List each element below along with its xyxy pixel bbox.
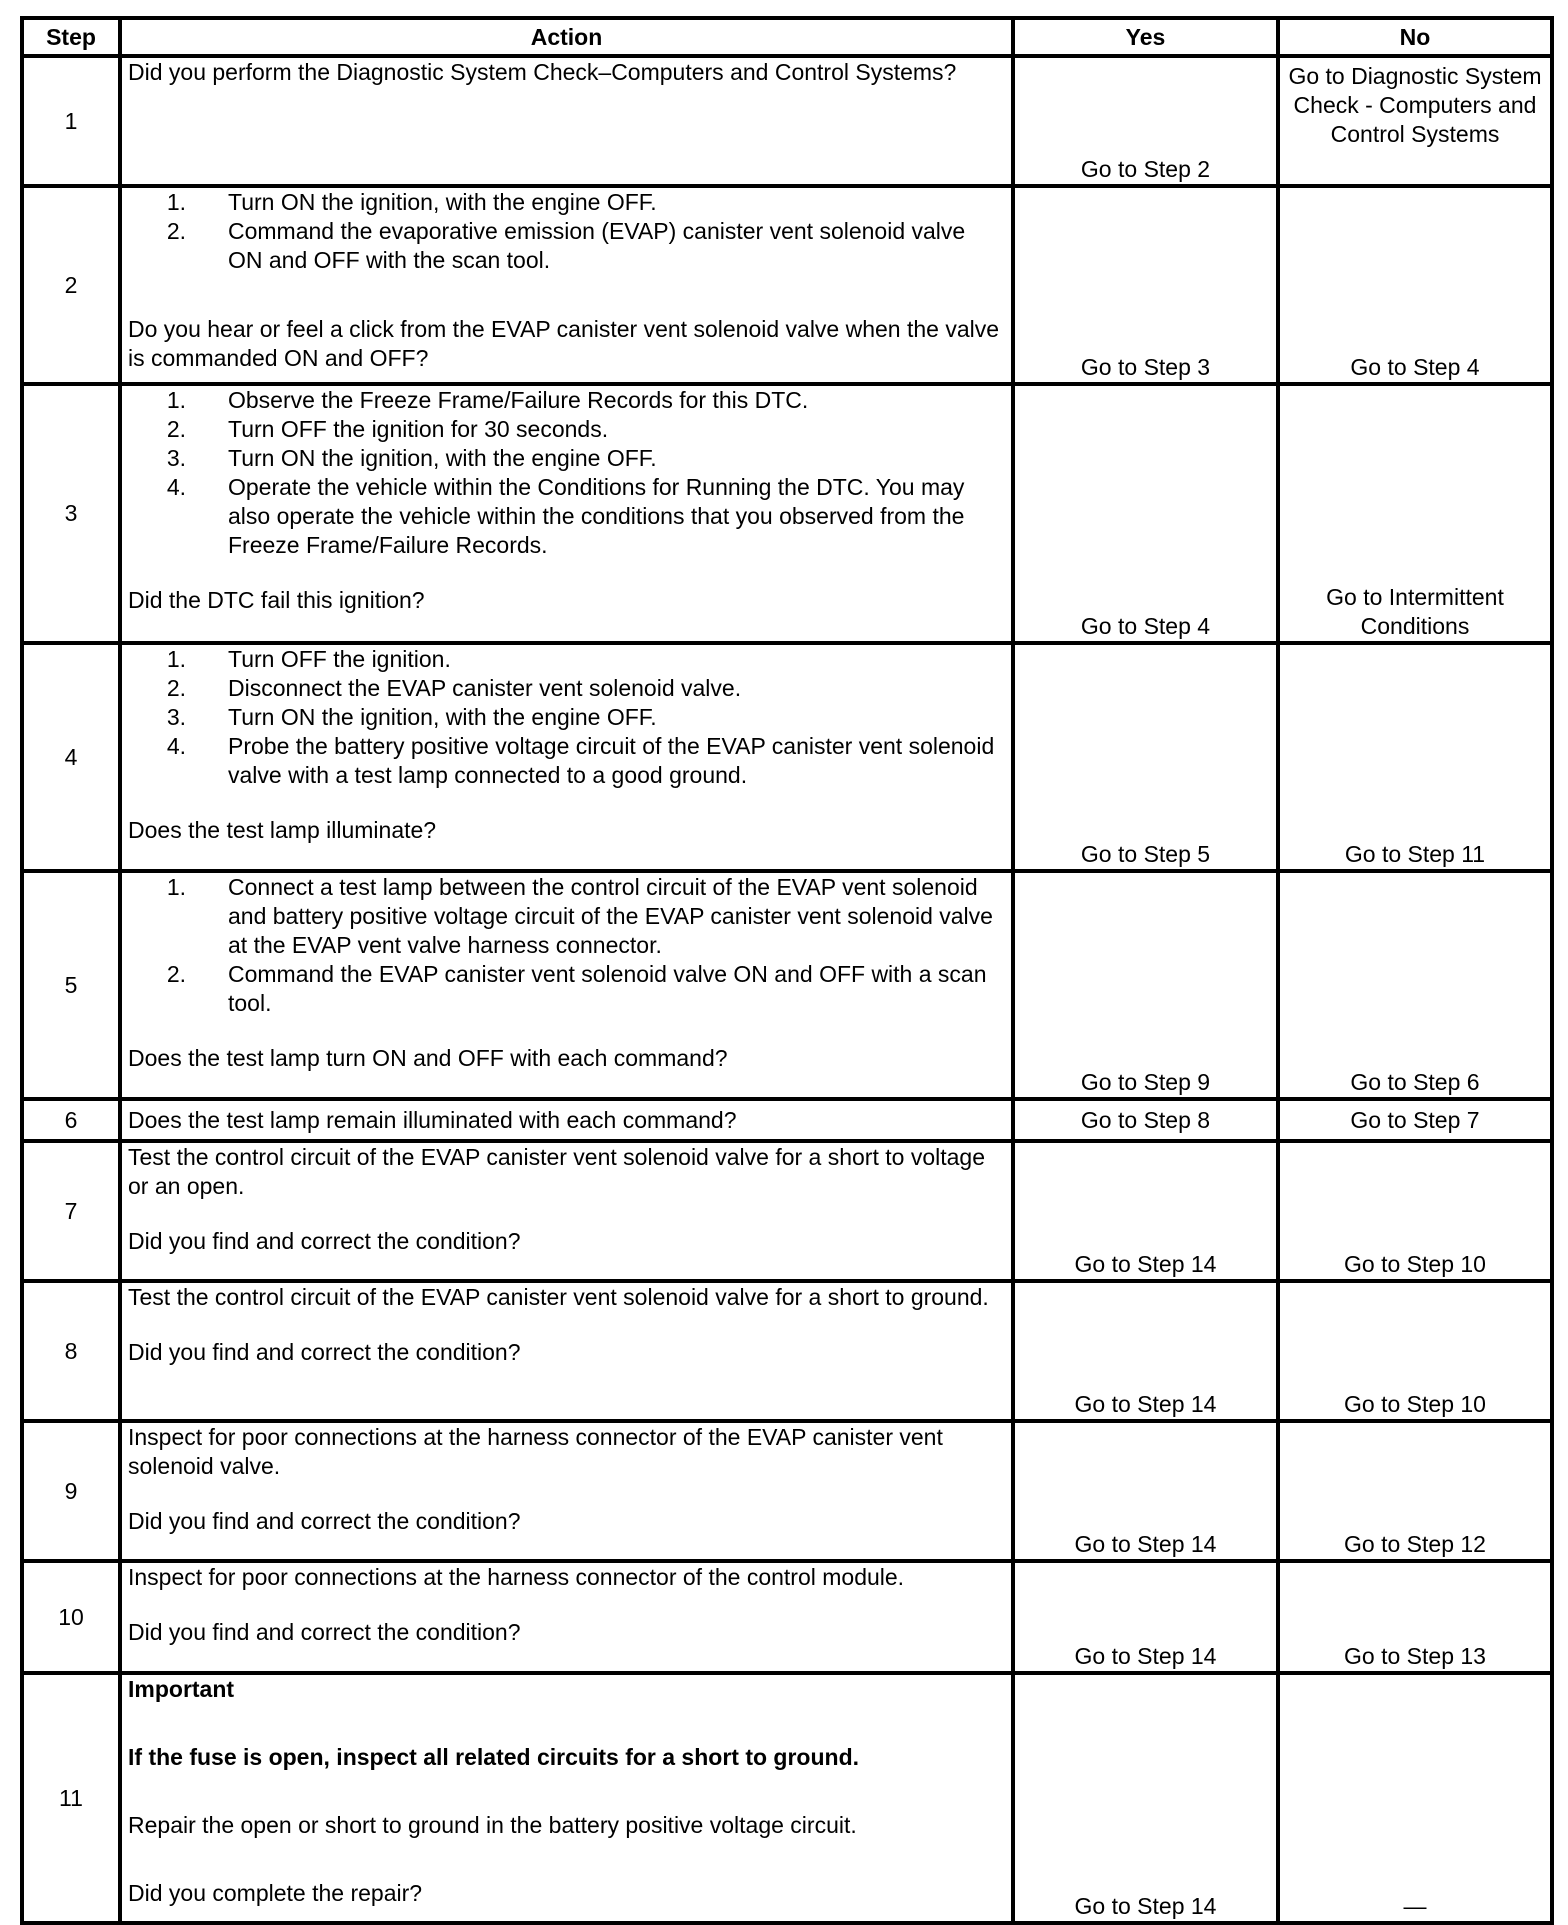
action-text: Inspect for poor connections at the harness connector of the control module. [128,1564,905,1590]
action-text: Test the control circuit of the EVAP canister vent solenoid valve for a short to voltage or an open. [128,1144,985,1199]
step-number: 10 [22,1561,120,1673]
table-row [22,186,1552,384]
table-row [22,384,1552,643]
no-cell: Go to Step 10 [1278,1281,1552,1421]
no-cell: Go to Diagnostic System Check - Computers and Control Systems [1278,56,1552,186]
list-item: 3. Turn ON the ignition, with the engine OFF. [166,445,657,471]
action-cell [120,56,1013,186]
step-number: 11 [22,1673,120,1923]
yes-cell: Go to Step 14 [1013,1561,1278,1673]
action-cell [120,643,1013,871]
action-steps-list [128,645,1005,790]
action-text: Test the control circuit of the EVAP canister vent solenoid valve for a short to ground. [128,1284,989,1310]
action-text: Does the test lamp remain illuminated with each command? [128,1106,737,1133]
action-question: Did you find and correct the condition? [128,1228,521,1254]
list-item: 4. Operate the vehicle within the Conditions for Running the DTC. You may also operate the vehicle within the conditions that you observed from the Freeze Frame/Failure Records. [166,474,965,558]
yes-cell: Go to Step 3 [1013,186,1278,384]
action-question: Did you find and correct the condition? [128,1508,521,1534]
header-step: Step [22,18,120,56]
step-number: 3 [22,384,120,643]
table-row [22,643,1552,871]
table-row [22,1421,1552,1561]
list-item: 1. Turn OFF the ignition. [166,646,451,672]
no-cell: Go to Intermittent Conditions [1278,384,1552,643]
action-cell [120,1141,1013,1281]
step-number: 1 [22,56,120,186]
step-number: 8 [22,1281,120,1421]
action-text: Inspect for poor connections at the harness connector of the EVAP canister vent solenoid valve. [128,1424,943,1479]
action-question: Did you find and correct the condition? [128,1339,521,1365]
list-item: 2. Turn OFF the ignition for 30 seconds. [166,416,609,442]
no-cell: Go to Step 10 [1278,1141,1552,1281]
action-text: Repair the open or short to ground in the battery positive voltage circuit. [128,1812,857,1838]
yes-cell: Go to Step 8 [1013,1099,1278,1141]
important-note: If the fuse is open, inspect all related circuits for a short to ground. [128,1744,860,1770]
step-number: 7 [22,1141,120,1281]
step-number: 9 [22,1421,120,1561]
table-row [22,1281,1552,1421]
yes-cell: Go to Step 14 [1013,1673,1278,1923]
no-cell: Go to Step 6 [1278,871,1552,1099]
action-question: Does the test lamp illuminate? [128,817,437,843]
action-question: Does the test lamp turn ON and OFF with each command? [128,1045,728,1071]
table-header-row [22,18,1552,56]
action-cell [120,384,1013,643]
step-number: 4 [22,643,120,871]
table-row [22,1099,1552,1141]
yes-cell: Go to Step 14 [1013,1421,1278,1561]
header-no: No [1278,18,1552,56]
yes-cell: Go to Step 5 [1013,643,1278,871]
action-cell [120,186,1013,384]
yes-cell: Go to Step 14 [1013,1141,1278,1281]
yes-cell: Go to Step 9 [1013,871,1278,1099]
list-item: 4. Probe the battery positive voltage circuit of the EVAP canister vent solenoid valve with a test lamp connected to a good ground. [166,733,995,788]
no-cell: Go to Step 7 [1278,1099,1552,1141]
action-cell [120,1673,1013,1923]
yes-cell: Go to Step 2 [1013,56,1278,186]
action-cell [120,1099,1013,1141]
action-steps-list [128,188,1005,275]
yes-cell: Go to Step 14 [1013,1281,1278,1421]
action-question: Did you complete the repair? [128,1880,423,1906]
list-item: 1. Turn ON the ignition, with the engine OFF. [166,189,657,215]
no-cell: Go to Step 11 [1278,643,1552,871]
no-cell: — [1278,1673,1552,1923]
action-question: Did the DTC fail this ignition? [128,587,425,613]
table-row [22,1673,1552,1923]
step-number: 5 [22,871,120,1099]
step-number: 2 [22,186,120,384]
step-number: 6 [22,1099,120,1141]
table-row [22,56,1552,186]
table-row [22,871,1552,1099]
table-row [22,1561,1552,1673]
list-item: 3. Turn ON the ignition, with the engine OFF. [166,704,657,730]
no-cell: Go to Step 12 [1278,1421,1552,1561]
action-steps-list [128,873,1005,1018]
important-label: Important [128,1676,235,1702]
list-item: 1. Observe the Freeze Frame/Failure Records for this DTC. [166,387,809,413]
action-cell [120,871,1013,1099]
action-steps-list [128,386,1005,560]
action-question: Do you hear or feel a click from the EVAP canister vent solenoid valve when the valve is commanded ON and OFF? [128,316,1000,371]
list-item: 2. Command the evaporative emission (EVAP) canister vent solenoid valve ON and OFF with the scan tool. [166,218,966,273]
diagnostic-table [20,16,1554,1925]
header-action: Action [120,18,1013,56]
action-cell [120,1421,1013,1561]
yes-cell: Go to Step 4 [1013,384,1278,643]
action-cell [120,1561,1013,1673]
table-row [22,1141,1552,1281]
action-question: Did you find and correct the condition? [128,1619,521,1645]
no-cell: Go to Step 13 [1278,1561,1552,1673]
action-cell [120,1281,1013,1421]
action-text: Did you perform the Diagnostic System Check–Computers and Control Systems? [128,59,957,85]
list-item: 2. Command the EVAP canister vent solenoid valve ON and OFF with a scan tool. [166,961,987,1016]
header-yes: Yes [1013,18,1278,56]
list-item: 1. Connect a test lamp between the control circuit of the EVAP vent solenoid and battery positive voltage circuit of the EVAP canister vent solenoid valve at the EVAP vent valve harness connector. [166,874,993,958]
no-cell: Go to Step 4 [1278,186,1552,384]
list-item: 2. Disconnect the EVAP canister vent solenoid valve. [166,675,742,701]
